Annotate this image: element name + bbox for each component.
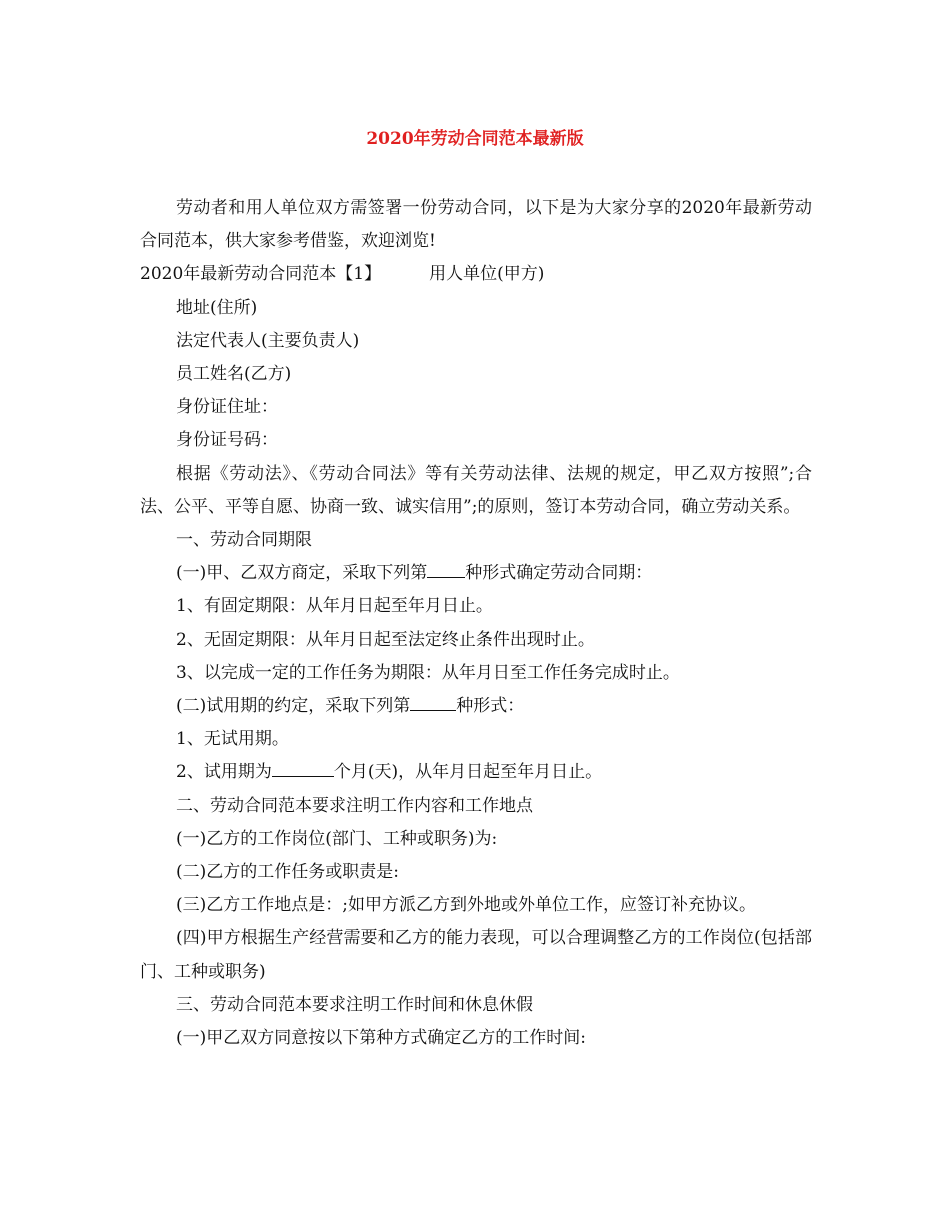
fill-in-blank [410,696,456,711]
clause-1-1 [140,557,812,590]
clause-2-1: (一)乙方的工作岗位(部门、工种或职务)为: [176,828,498,849]
id-address-label: 身份证住址： [176,397,278,418]
clause-1-2-b-post: 个月(天)，从年月日起至年月日止。 [333,762,603,783]
document-title: 2020年劳动合同范本最新版 [366,129,584,149]
clause-1-2-post: 种形式： [456,696,525,717]
clause-1-1-post: 种形式确定劳动合同期： [465,563,653,584]
clause-1-1-b: 2、无固定期限：从年月日起至法定终止条件出现时止。 [176,629,595,650]
clause-1-2 [140,690,812,723]
document-body [140,192,812,1055]
preamble-paragraph: 根据《劳动法》、《劳动合同法》等有关劳动法律、法规的规定，甲乙双方按照”;合法、公平、平等自愿、协商一致、诚实信用”;的原则，签订本劳动合同，确立劳动关系。 [140,463,812,517]
clause-1-2-b [140,756,812,789]
clause-2-3: (三)乙方工作地点是：;如甲方派乙方到外地或外单位工作，应签订补充协议。 [176,895,756,916]
clause-3-heading: 三、劳动合同范本要求注明工作时间和休息休假 [176,994,533,1015]
clause-1-heading: 一、劳动合同期限 [176,530,312,551]
intro-paragraph: 劳动者和用人单位双方需签署一份劳动合同，以下是为大家分享的2020年最新劳动合同范本，供大家参考借鉴，欢迎浏览! [140,198,812,252]
fill-in-blank [272,762,334,777]
clause-1-1-a: 1、有固定期限：从年月日起至年月日止。 [176,596,493,617]
clause-1-2-b-pre: 2、试用期为 [176,762,272,783]
id-number-label: 身份证号码： [176,430,278,451]
clause-1-1-c: 3、以完成一定的工作任务为期限：从年月日至工作任务完成时止。 [176,662,680,683]
clause-3-1: (一)甲乙双方同意按以下第种方式确定乙方的工作时间: [176,1028,586,1049]
clause-1-2-pre: (二)试用期的约定，采取下列第 [176,696,411,717]
employee-name-label: 员工姓名(乙方) [176,364,292,385]
clause-2-2: (二)乙方的工作任务或职责是: [176,862,399,883]
section-heading-line [140,258,812,291]
section-heading: 2020年最新劳动合同范本【1】 [140,264,382,285]
clause-1-2-a: 1、无试用期。 [176,729,289,750]
legal-rep-label: 法定代表人(主要负责人) [176,330,360,351]
clause-1-1-pre: (一)甲、乙双方商定，采取下列第 [176,563,428,584]
clause-2-heading: 二、劳动合同范本要求注明工作内容和工作地点 [176,795,533,816]
clause-2-4: (四)甲方根据生产经营需要和乙方的能力表现，可以合理调整乙方的工作岗位(包括部门、工种或职务) [140,928,812,982]
employer-label: 用人单位(甲方) [429,264,545,285]
address-label: 地址(住所) [176,297,258,318]
fill-in-blank [427,563,465,578]
